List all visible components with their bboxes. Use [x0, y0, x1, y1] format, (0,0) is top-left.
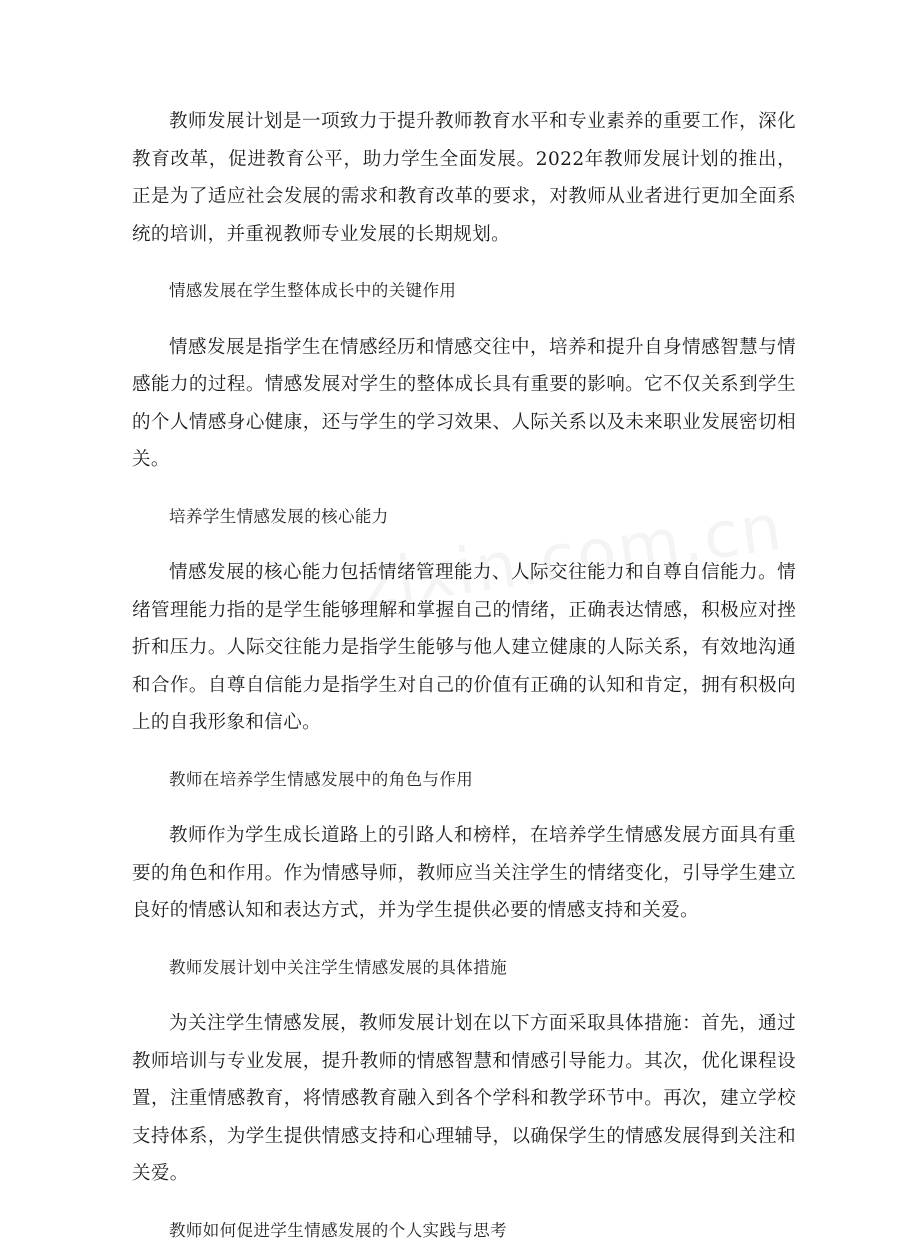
- spacer: [132, 930, 796, 949]
- section-heading-practice: 教师如何促进学生情感发展的个人实践与思考: [132, 1212, 796, 1249]
- spacer: [132, 1193, 796, 1212]
- emotional-development-paragraph: 情感发展是指学生在情感经历和情感交往中，培养和提升自身情感智慧与情感能力的过程。情感发展对学生的整体成长具有重要的影响。它不仅关系到学生的个人情感身心健康，还与学生的学习效果、人际关系以及未来职业发展密切相关。: [132, 329, 796, 479]
- section-heading-core-abilities: 培养学生情感发展的核心能力: [132, 498, 796, 536]
- section-heading-measures: 教师发展计划中关注学生情感发展的具体措施: [132, 949, 796, 987]
- spacer: [132, 798, 796, 817]
- spacer: [132, 742, 796, 761]
- section-heading-emotional-role: 情感发展在学生整体成长中的关键作用: [132, 272, 796, 310]
- document-body: [132, 103, 796, 1249]
- core-abilities-paragraph: 情感发展的核心能力包括情绪管理能力、人际交往能力和自尊自信能力。情绪管理能力指的是学生能够理解和掌握自己的情绪，正确表达情感，积极应对挫折和压力。人际交往能力是指学生能够与他人建立健康的人际关系，有效地沟通和合作。自尊自信能力是指学生对自己的价值有正确的认知和肯定，拥有积极向上的自我形象和信心。: [132, 554, 796, 742]
- spacer: [132, 986, 796, 1005]
- measures-paragraph: 为关注学生情感发展，教师发展计划在以下方面采取具体措施：首先，通过教师培训与专业发展，提升教师的情感智慧和情感引导能力。其次，优化课程设置，注重情感教育，将情感教育融入到各个学科和教学环节中。再次，建立学校支持体系，为学生提供情感支持和心理辅导，以确保学生的情感发展得到关注和关爱。: [132, 1005, 796, 1193]
- section-heading-teacher-role: 教师在培养学生情感发展中的角色与作用: [132, 761, 796, 799]
- spacer: [132, 479, 796, 498]
- teacher-role-paragraph: 教师作为学生成长道路上的引路人和榜样，在培养学生情感发展方面具有重要的角色和作用。作为情感导师，教师应当关注学生的情绪变化，引导学生建立良好的情感认知和表达方式，并为学生提供必要的情感支持和关爱。: [132, 817, 796, 930]
- intro-paragraph: 教师发展计划是一项致力于提升教师教育水平和专业素养的重要工作，深化教育改革，促进教育公平，助力学生全面发展。2022年教师发展计划的推出，正是为了适应社会发展的需求和教育改革的要求，对教师从业者进行更加全面系统的培训，并重视教师专业发展的长期规划。: [132, 103, 796, 253]
- spacer: [132, 253, 796, 272]
- spacer: [132, 310, 796, 329]
- spacer: [132, 535, 796, 554]
